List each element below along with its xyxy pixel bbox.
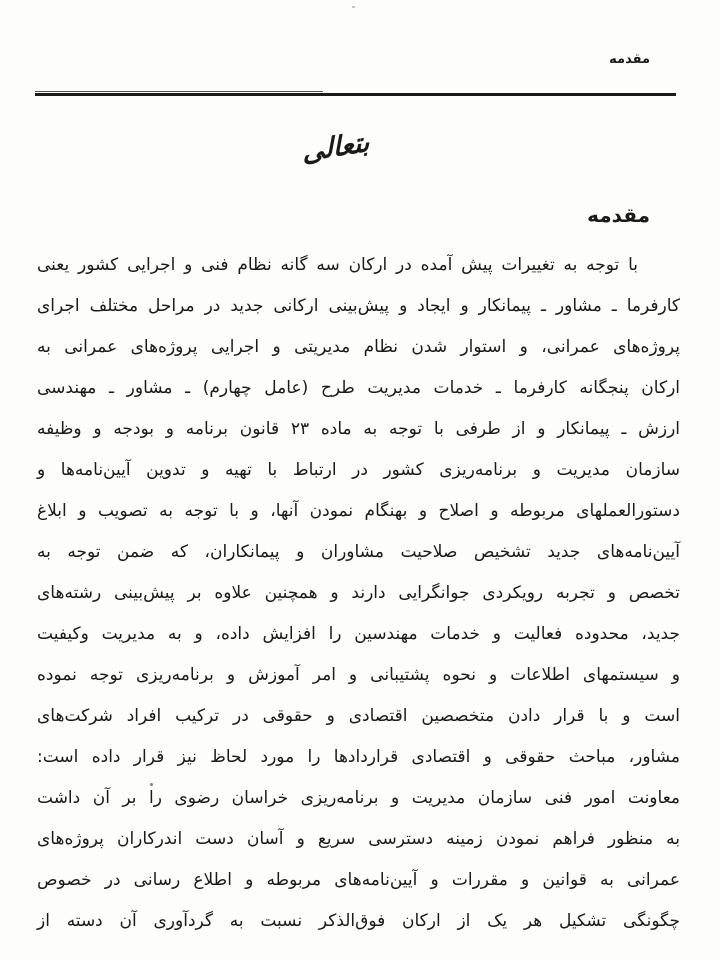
scan-speck (352, 6, 355, 8)
text-line: عمرانی به قوانین و مقررات و آیین‌نامه‌های مربوطه و اطلاع رسانی در خصوص (37, 870, 680, 890)
text-line: به منظور فراهم نمودن زمینه دسترسی سریع و آسان دست اندرکاران پروژه‌های (37, 829, 680, 849)
text-line: مشاور، مباحث حقوقی و اقتصادی قراردادها را مورد لحاظ نیز قرار داده است: (37, 747, 680, 767)
text-line: چگونگی تشکیل هر یک از ارکان فوق‌الذکر نسبت به گردآوری آن دسته از (37, 911, 680, 931)
text-line: آیین‌نامه‌های جدید تشخیص صلاحیت مشاوران و پیمانکاران، که ضمن توجه به (37, 542, 680, 562)
section-heading: مقدمه (587, 203, 650, 227)
text-line: ارکان پنجگانه کارفرما ـ خدمات مدیریت طرح (عامل چهارم) ـ مشاور ـ مهندسی (37, 378, 680, 398)
header-rule (35, 93, 676, 96)
text-line: تخصص و تجربه رویکردی جوانگرایی دارند و همچنین علاوه بر پیش‌بینی رشته‌های (37, 583, 680, 603)
running-head: مقدمه (609, 52, 650, 67)
text-line: سازمان مدیریت و برنامه‌ریزی کشور در ارتباط با تهیه و تدوین آیین‌نامه‌ها و (37, 460, 680, 480)
text-line: معاونت امور فنی سازمان مدیریت و برنامه‌ریزی خراسان رضوی را بر آن داشت (37, 788, 680, 808)
text-line: ارزش ـ پیمانکار و از طرفی با توجه به ماده ۲۳ قانون برنامه و بودجه و وظیفه (37, 419, 680, 439)
text-line: و سیستمهای اطلاعات و نحوه پشتیبانی و امر آموزش و برنامه‌ریزی توجه نموده (37, 665, 680, 685)
text-line: پروژه‌های عمرانی، و استوار شدن نظام مدیریتی و اجرایی پروژه‌های عمرانی به (37, 337, 680, 357)
text-line: با توجه به تغییرات پیش آمده در ارکان سه گانه نظام فنی و اجرایی کشور یعنی (37, 255, 638, 275)
text-line: جدید، محدوده فعالیت و خدمات مهندسین را افزایش داده، و به مدیریت وکیفیت (37, 624, 680, 644)
text-line: کارفرما ـ مشاور ـ پیمانکار و ایجاد و پیش‌بینی ارکانی جدید در مراحل مختلف اجرای (37, 296, 680, 316)
text-line: است و با قرار دادن متخصصین اقتصادی و حقوقی در ترکیب افراد شرکت‌های (37, 706, 680, 726)
text-line: دستورالعملهای مربوطه و اصلاح و بهنگام نمودن آنها، و با توجه به تصویب و ابلاغ (37, 501, 680, 521)
body-paragraph (37, 245, 680, 942)
scan-speck (150, 783, 153, 786)
besmellah-calligraphy: بتعالی (301, 126, 371, 169)
